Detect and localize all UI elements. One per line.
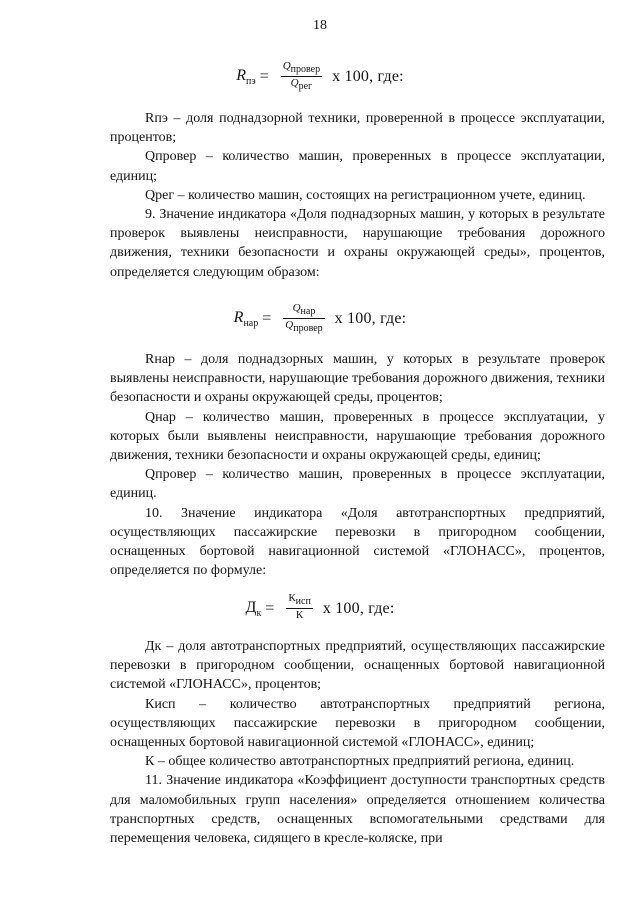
formula-r-nar [0, 302, 640, 335]
fraction-denominator: $Q_{провер}$ [285, 319, 323, 335]
paragraph: Qнар – количество машин, проверенных в процессе эксплуатации, у которых были выявлены неисправности, нарушающие требования дорожного движения, техники безопасности и охраны окружающей среды, единиц; [110, 409, 605, 464]
equals-sign: = [265, 599, 275, 617]
fraction [283, 302, 324, 335]
formula-lhs: $R_{пэ}$ [236, 66, 256, 87]
paragraph: Rпэ – доля поднадзорной техники, проверенной в процессе эксплуатации, процентов; [110, 111, 605, 146]
formula-d-k [0, 592, 640, 625]
definitions-block-3 [110, 637, 605, 848]
fraction [286, 592, 313, 625]
paragraph: Кисп – количество автотранспортных предприятий региона, осуществляющих пассажирские перевозки в пригородном сообщении, оснащенных бортовой навигационной системой «ГЛОНАСС», единиц; [110, 696, 605, 751]
paragraph: Rнар – доля поднадзорных машин, у которых в результате проверок выявлены неисправности, нарушающие требования дорожного движения, техники безопасности и охраны окружающей среды, процентов; [110, 352, 605, 406]
fraction-numerator: $К_{исп}$ [288, 592, 311, 608]
formula-lhs: $Д_к$ [245, 598, 262, 619]
formula-r-pe [0, 60, 640, 93]
fraction-numerator: $Q_{нар}$ [292, 302, 316, 318]
equals-sign: = [259, 67, 269, 85]
definitions-block-2 [110, 350, 605, 580]
formula-rest: x 100, где: [334, 309, 407, 327]
paragraph: Qпровер – количество машин, проверенных в процессе эксплуатации, единиц. [110, 467, 605, 502]
paragraph: Qрег – количество машин, состоящих на регистрационном учете, единиц. [145, 187, 586, 203]
formula-rest: x 100, где: [322, 599, 395, 617]
paragraph: Qпровер – количество машин, проверенных в процессе эксплуатации, единиц; [110, 149, 605, 184]
paragraph: К – общее количество автотранспортных предприятий региона, единиц. [145, 754, 575, 770]
fraction [281, 60, 322, 93]
formula-rest: x 100, где: [332, 67, 404, 85]
fraction-numerator: $Q_{провер}$ [282, 60, 321, 76]
paragraph: 9. Значение индикатора «Доля поднадзорных машин, у которых в результате проверок выявлены неисправности, нарушающие требования дорожного движения, техники безопасности и охраны окружающей среды», процентов, определяется следующим образом: [110, 207, 605, 280]
formula-lhs: $R_{нар}$ [233, 308, 259, 329]
paragraph: 10. Значение индикатора «Доля автотранспортных предприятий, осуществляющих пассажирские перевозки в пригородном сообщении, оснащенных бортовой навигационной системой «ГЛОНАСС», процентов, определяется по формуле: [110, 505, 605, 579]
equals-sign: = [262, 309, 272, 327]
paragraph: 11. Значение индикатора «Коэффициент доступности транспортных средств для маломобильных групп населения» определяется отношением количества транспортных средств, оснащенных вспомогательными средствами для перемещения человека, сидящего в кресле-коляске, при [110, 773, 605, 847]
definitions-block-1 [110, 109, 605, 282]
fraction-denominator: $Q_{рег}$ [290, 77, 313, 93]
paragraph: Дк – доля автотранспортных предприятий, осуществляющих пассажирские перевозки в пригородном сообщении, оснащенных бортовой навигационной системой «ГЛОНАСС», процентов; [110, 639, 605, 693]
fraction-denominator: К [295, 609, 304, 622]
page-number: 18 [313, 18, 327, 33]
